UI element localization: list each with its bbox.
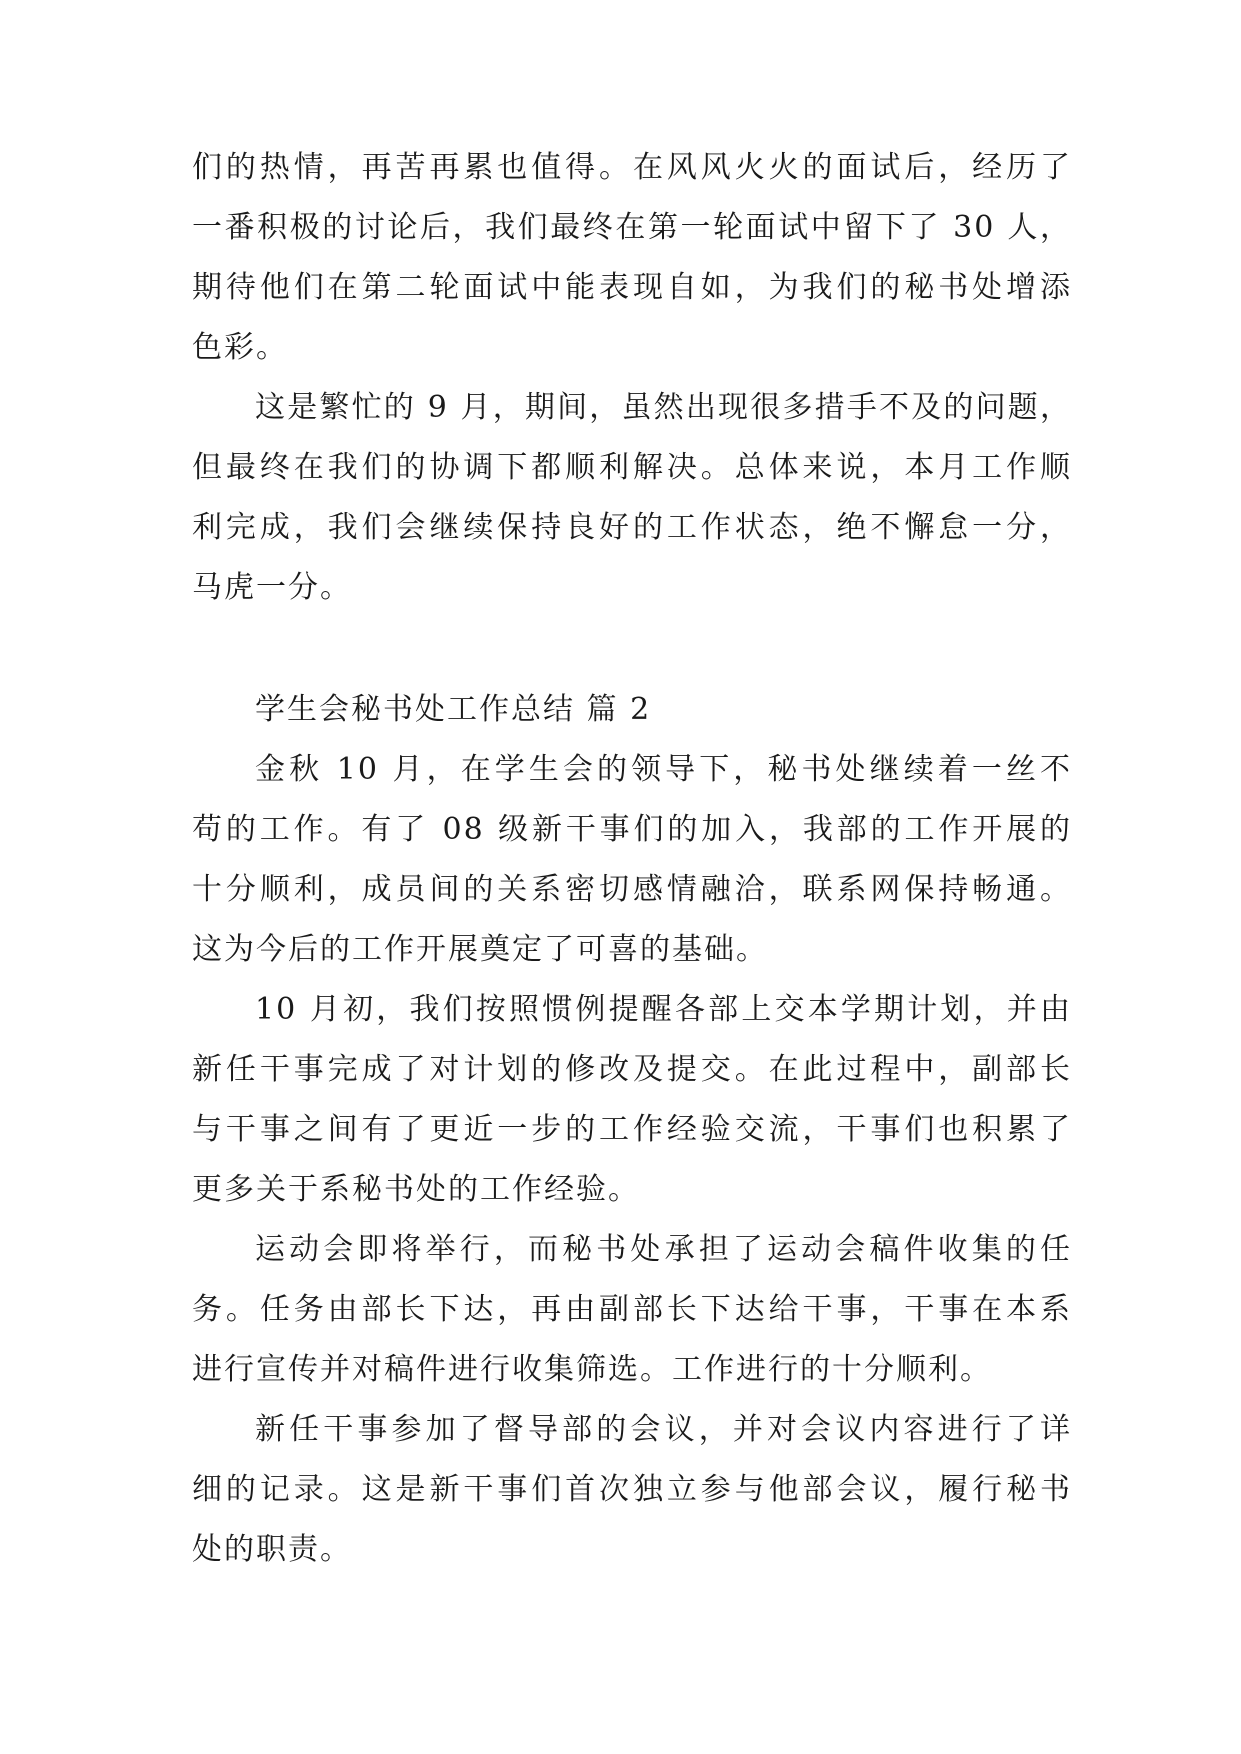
text-line: 但最终在我们的协调下都顺利解决。总体来说，本月工作顺 [192, 450, 1072, 485]
text-line: 新任干事参加了督导部的会议，并对会议内容进行了详 [255, 1412, 1072, 1447]
text-line: 更多关于系秘书处的工作经验。 [192, 1172, 640, 1207]
section-heading: 学生会秘书处工作总结 篇 2 [255, 692, 652, 727]
text-line: 这为今后的工作开展奠定了可喜的基础。 [192, 932, 768, 967]
text-line: 务。任务由部长下达，再由副部长下达给干事，干事在本系 [192, 1292, 1072, 1327]
text-line: 10 月初，我们按照惯例提醒各部上交本学期计划，并由 [255, 992, 1072, 1027]
text-line: 运动会即将举行，而秘书处承担了运动会稿件收集的任 [255, 1232, 1072, 1267]
text-line: 苟的工作。有了 08 级新干事们的加入，我部的工作开展的 [192, 812, 1072, 847]
text-line: 十分顺利，成员间的关系密切感情融洽，联系网保持畅通。 [192, 872, 1072, 907]
text-line: 新任干事完成了对计划的修改及提交。在此过程中，副部长 [192, 1052, 1072, 1087]
text-line: 期待他们在第二轮面试中能表现自如，为我们的秘书处增添 [192, 270, 1072, 305]
text-line: 利完成，我们会继续保持良好的工作状态，绝不懈怠一分， [192, 510, 1072, 545]
text-line: 一番积极的讨论后，我们最终在第一轮面试中留下了 30 人， [192, 210, 1072, 245]
text-line: 色彩。 [192, 330, 288, 365]
text-line: 金秋 10 月，在学生会的领导下，秘书处继续着一丝不 [255, 752, 1072, 787]
text-line: 这是繁忙的 9 月，期间，虽然出现很多措手不及的问题， [255, 390, 1072, 425]
text-line: 马虎一分。 [192, 570, 352, 605]
text-line: 细的记录。这是新干事们首次独立参与他部会议，履行秘书 [192, 1472, 1072, 1507]
text-line: 处的职责。 [192, 1532, 352, 1567]
text-line: 进行宣传并对稿件进行收集筛选。工作进行的十分顺利。 [192, 1352, 992, 1387]
text-line: 们的热情，再苦再累也值得。在风风火火的面试后，经历了 [192, 150, 1072, 185]
text-line: 与干事之间有了更近一步的工作经验交流，干事们也积累了 [192, 1112, 1072, 1147]
